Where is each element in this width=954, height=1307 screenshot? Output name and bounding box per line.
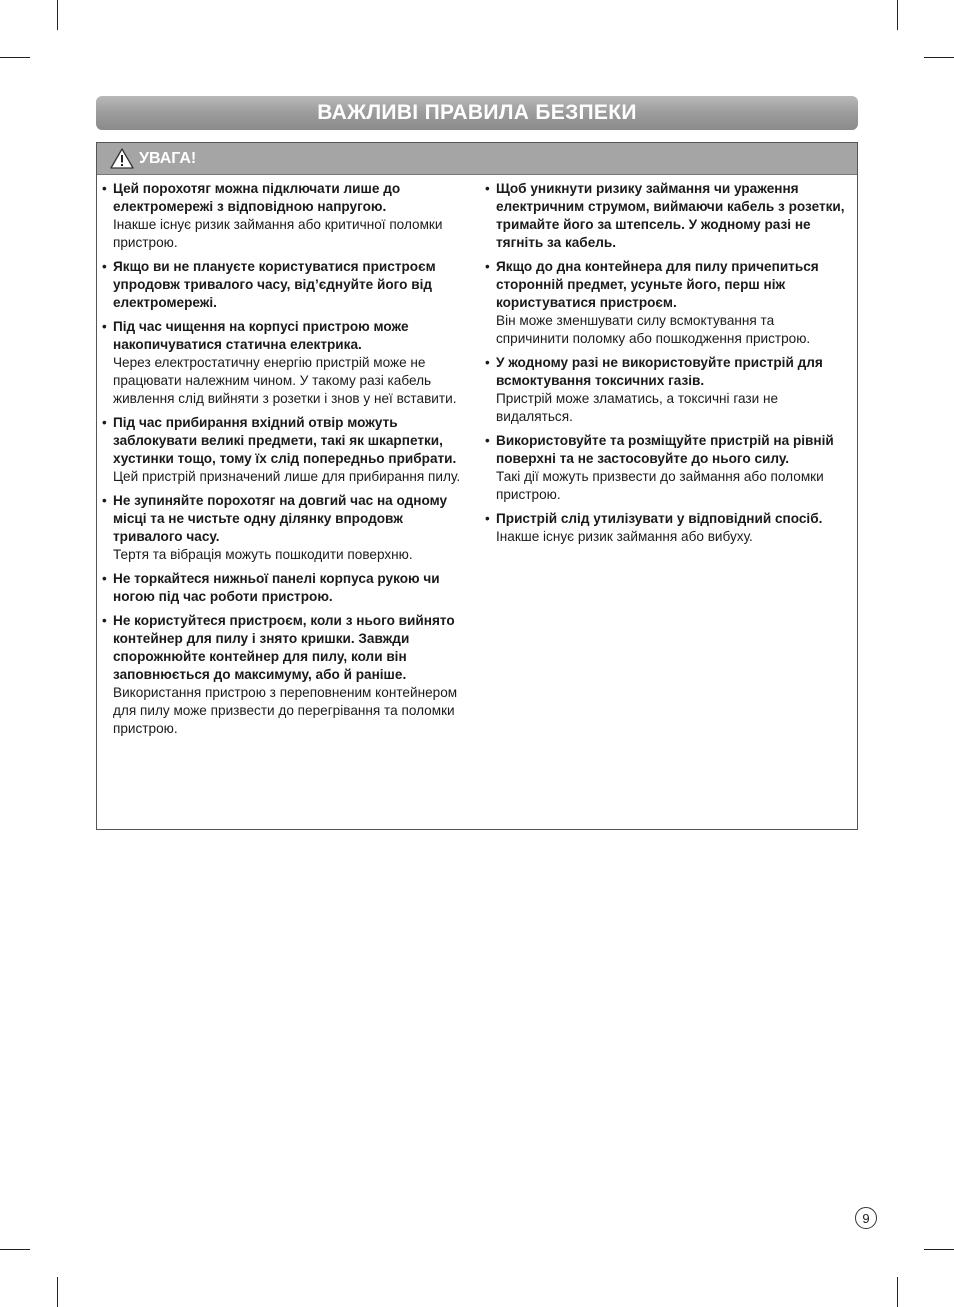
page-title-bar xyxy=(96,96,858,130)
item-bold-text: Під час прибирання вхідний отвір можуть заблокувати великі предмети, такі як шкарпетки, хустинки тощо, тому їх слід попередньо прибрати. xyxy=(113,415,457,466)
item-bold-text: Не торкайтеся нижньої панелі корпуса рукою чи ногою під час роботи пристрою. xyxy=(113,571,440,604)
crop-mark xyxy=(0,57,30,58)
list-item xyxy=(102,258,470,312)
item-normal-text: Пристрій може зламатись, а токсичні гази не видаляться. xyxy=(496,391,779,424)
crop-mark xyxy=(0,1249,30,1250)
item-normal-text: Такі дії можуть призвести до займання або поломки пристрою. xyxy=(496,469,824,502)
bullet: • xyxy=(102,259,107,274)
list-item xyxy=(102,180,470,252)
item-bold-text: Не зупиняйте порохотяг на довгий час на одному місці та не чистьте одну ділянку впродовж тривалого часу. xyxy=(113,493,448,544)
crop-mark xyxy=(897,1277,898,1307)
page-title: ВАЖЛИВІ ПРАВИЛА БЕЗПЕКИ xyxy=(317,101,637,124)
list-item xyxy=(485,258,847,348)
bullet: • xyxy=(102,613,107,628)
bullet: • xyxy=(102,571,107,586)
crop-mark xyxy=(924,57,954,58)
warning-triangle-icon xyxy=(110,148,134,169)
warning-label: УВАГА! xyxy=(139,149,197,167)
item-normal-text: Через електростатичну енергію пристрій може не працювати належним чином. У такому разі кабель живлення слід вийняти з розетки і знов у неї вставити. xyxy=(113,355,457,406)
bullet: • xyxy=(485,355,490,370)
warning-box xyxy=(96,142,858,830)
item-bold-text: Під час чищення на корпусі пристрою може накопичуватися статична електрика. xyxy=(113,319,409,352)
crop-mark xyxy=(57,1277,58,1307)
list-item xyxy=(102,612,470,738)
warning-header xyxy=(97,143,857,175)
bullet: • xyxy=(102,415,107,430)
item-normal-text: Цей пристрій призначений лише для прибирання пилу. xyxy=(113,469,461,484)
item-normal-text: Інакше існує ризик займання або вибуху. xyxy=(496,529,753,544)
crop-mark xyxy=(57,0,58,30)
item-bold-text: Щоб уникнути ризику займання чи ураження електричним струмом, виймаючи кабель з розетки, тримайте його за штепсель. У жодному разі не тягніть за кабель. xyxy=(496,181,845,250)
bullet: • xyxy=(485,511,490,526)
warning-column-right xyxy=(485,180,847,552)
bullet: • xyxy=(485,259,490,274)
bullet: • xyxy=(485,181,490,196)
bullet: • xyxy=(102,181,107,196)
list-item xyxy=(485,180,847,252)
item-bold-text: Пристрій слід утилізувати у відповідний спосіб. xyxy=(496,511,823,526)
warning-column-left xyxy=(102,180,470,744)
list-item xyxy=(102,570,470,606)
item-bold-text: Використовуйте та розміщуйте пристрій на рівній поверхні та не застосовуйте до нього силу. xyxy=(496,433,834,466)
list-item xyxy=(102,318,470,408)
bullet: • xyxy=(102,493,107,508)
list-item xyxy=(102,414,470,486)
crop-mark xyxy=(924,1249,954,1250)
page-number: 9 xyxy=(855,1207,877,1229)
list-item xyxy=(485,354,847,426)
item-bold-text: Цей порохотяг можна підключати лише до електромережі з відповідною напругою. xyxy=(113,181,401,214)
item-normal-text: Використання пристрою з переповненим контейнером для пилу може призвести до перегрівання та поломки пристрою. xyxy=(113,685,458,736)
list-item xyxy=(485,510,847,546)
item-bold-text: Не користуйтеся пристроєм, коли з нього вийнято контейнер для пилу і знято кришки. Завжди спорожнюйте контейнер для пилу, коли він заповнюється до максимуму, або й раніше. xyxy=(113,613,455,682)
bullet: • xyxy=(102,319,107,334)
item-bold-text: Якщо ви не плануєте користуватися пристроєм упродовж тривалого часу, від’єднуйте його від електромережі. xyxy=(113,259,436,310)
list-item xyxy=(102,492,470,564)
item-normal-text: Тертя та вібрація можуть пошкодити поверхню. xyxy=(113,547,413,562)
item-bold-text: Якщо до дна контейнера для пилу причепиться сторонній предмет, усуньте його, перш ніж користуватися пристроєм. xyxy=(496,259,819,310)
list-item xyxy=(485,432,847,504)
item-normal-text: Він може зменшувати силу всмоктування та спричинити поломку або пошкодження пристрою. xyxy=(496,313,811,346)
item-normal-text: Інакше існує ризик займання або критичної поломки пристрою. xyxy=(113,217,443,250)
bullet: • xyxy=(485,433,490,448)
item-bold-text: У жодному разі не використовуйте пристрій для всмоктування токсичних газів. xyxy=(496,355,823,388)
crop-mark xyxy=(897,0,898,30)
